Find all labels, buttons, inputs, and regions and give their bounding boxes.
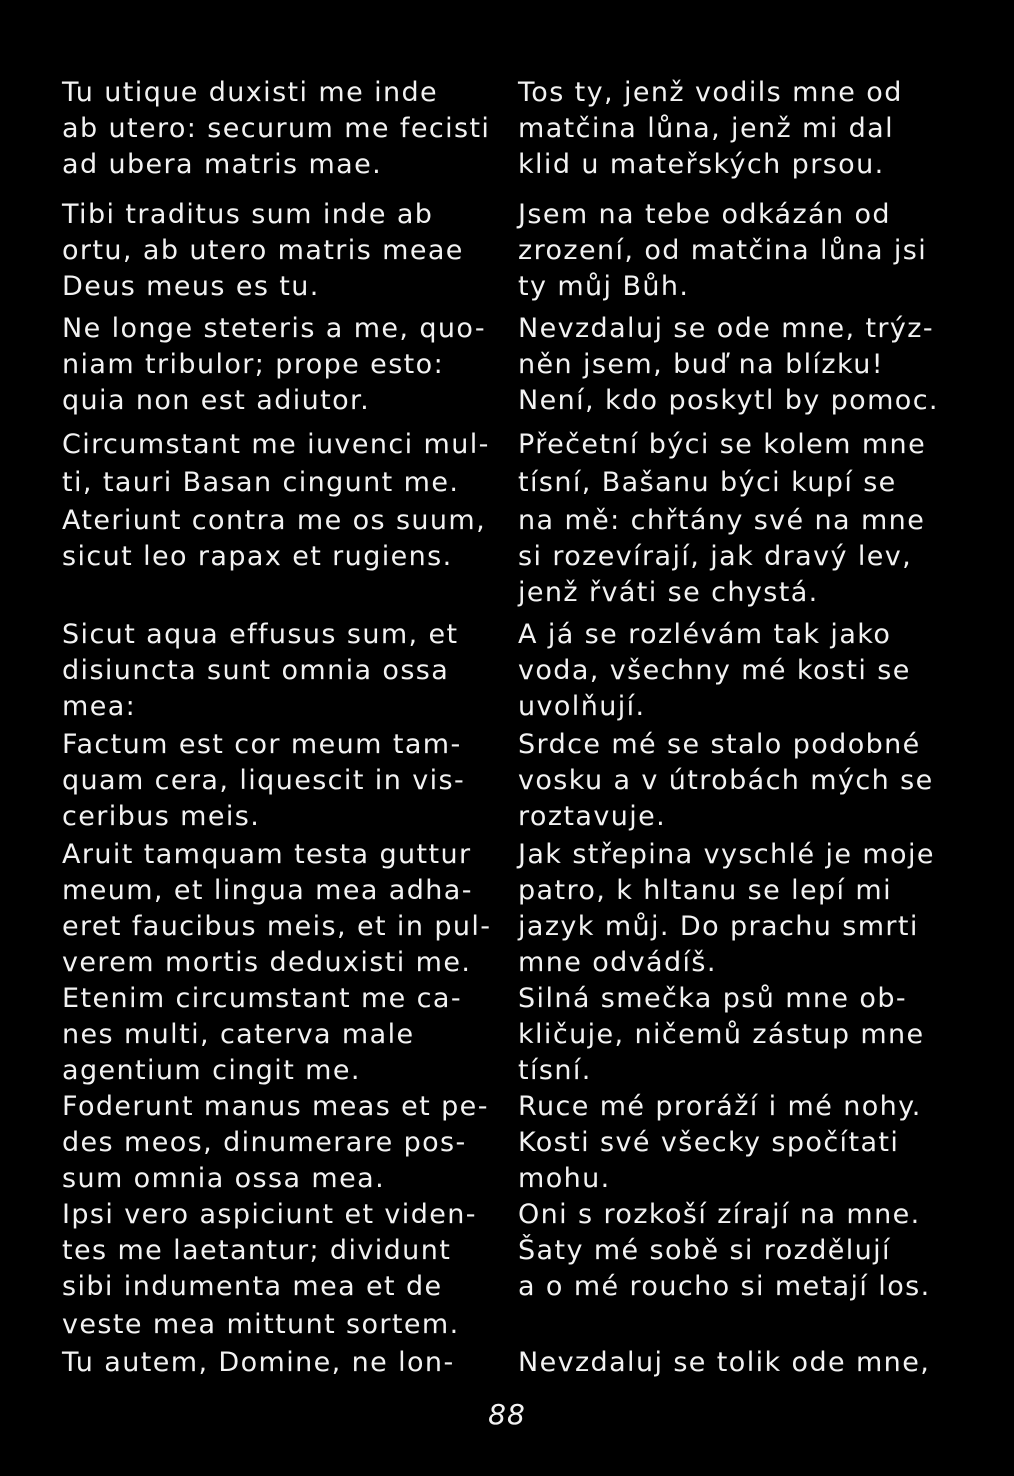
latin-line: Tu utique duxisti me inde bbox=[62, 77, 439, 108]
czech-line: kličuje, ničemů zástup mne bbox=[518, 1019, 925, 1050]
latin-line: quam cera, liquescit in vis- bbox=[62, 765, 466, 796]
latin-line: Deus meus es tu. bbox=[62, 271, 320, 302]
czech-line: jazyk můj. Do prachu smrti bbox=[518, 911, 919, 942]
latin-line: Sicut aqua effusus sum, et bbox=[62, 619, 459, 650]
czech-line: matčina lůna, jenž mi dal bbox=[518, 113, 895, 144]
latin-line: Factum est cor meum tam- bbox=[62, 729, 462, 760]
czech-line: vosku a v útrobách mých se bbox=[518, 765, 934, 796]
czech-line: Nevzdaluj se tolik ode mne, bbox=[518, 1347, 931, 1378]
czech-line: Oni s rozkoší zírají na mne. bbox=[518, 1199, 921, 1230]
latin-line: Tu autem, Domine, ne lon- bbox=[62, 1347, 455, 1378]
czech-line: zrození, od matčina lůna jsi bbox=[518, 235, 928, 266]
latin-line: quia non est adiutor. bbox=[62, 385, 371, 416]
czech-line: uvolňují. bbox=[518, 691, 646, 722]
czech-line: Tos ty, jenž vodils mne od bbox=[518, 77, 903, 108]
latin-line: ti, tauri Basan cingunt me. bbox=[62, 467, 460, 498]
czech-line: tísní. bbox=[518, 1055, 592, 1086]
latin-line: eret faucibus meis, et in pul- bbox=[62, 911, 492, 942]
czech-line: Nevzdaluj se ode mne, trýz- bbox=[518, 313, 935, 344]
czech-line: ty můj Bůh. bbox=[518, 271, 690, 302]
czech-line: Jsem na tebe odkázán od bbox=[518, 199, 891, 230]
latin-line: nes multi, caterva male bbox=[62, 1019, 415, 1050]
czech-line: něn jsem, buď na blízku! bbox=[518, 349, 884, 380]
czech-line: voda, všechny mé kosti se bbox=[518, 655, 911, 686]
czech-line: jenž řváti se chystá. bbox=[518, 577, 819, 608]
latin-line: Tibi traditus sum inde ab bbox=[62, 199, 434, 230]
czech-line: Kosti své všecky spočítati bbox=[518, 1127, 900, 1158]
page-number: 88 bbox=[488, 1398, 526, 1431]
latin-line: meum, et lingua mea adha- bbox=[62, 875, 473, 906]
latin-line: ceribus meis. bbox=[62, 801, 261, 832]
latin-line: disiuncta sunt omnia ossa bbox=[62, 655, 450, 686]
czech-line: Srdce mé se stalo podobné bbox=[518, 729, 921, 760]
czech-line: Ruce mé proráží i mé nohy. bbox=[518, 1091, 922, 1122]
latin-line: verem mortis deduxisti me. bbox=[62, 947, 472, 978]
latin-line: Ipsi vero aspiciunt et viden- bbox=[62, 1199, 477, 1230]
latin-line: Circumstant me iuvenci mul- bbox=[62, 429, 490, 460]
czech-line: na mě: chřtány své na mne bbox=[518, 505, 926, 536]
czech-line: a o mé roucho si metají los. bbox=[518, 1271, 931, 1302]
latin-line: Etenim circumstant me ca- bbox=[62, 983, 462, 1014]
latin-line: Foderunt manus meas et pe- bbox=[62, 1091, 489, 1122]
latin-line: des meos, dinumerare pos- bbox=[62, 1127, 467, 1158]
czech-line: mne odvádíš. bbox=[518, 947, 717, 978]
latin-line: ab utero: securum me fecisti bbox=[62, 113, 491, 144]
latin-line: mea: bbox=[62, 691, 137, 722]
latin-line: Ne longe steteris a me, quo- bbox=[62, 313, 486, 344]
czech-line: A já se rozlévám tak jako bbox=[518, 619, 892, 650]
czech-line: mohu. bbox=[518, 1163, 611, 1194]
czech-line: Silná smečka psů mne ob- bbox=[518, 983, 908, 1014]
latin-line: sicut leo rapax et rugiens. bbox=[62, 541, 453, 572]
latin-line: sibi indumenta mea et de bbox=[62, 1271, 443, 1302]
latin-line: sum omnia ossa mea. bbox=[62, 1163, 386, 1194]
latin-line: Aruit tamquam testa guttur bbox=[62, 839, 472, 870]
czech-line: tísní, Bašanu býci kupí se bbox=[518, 467, 897, 498]
czech-line: roztavuje. bbox=[518, 801, 667, 832]
czech-line: Přečetní býci se kolem mne bbox=[518, 429, 927, 460]
latin-line: agentium cingit me. bbox=[62, 1055, 361, 1086]
czech-line: Jak střepina vyschlé je moje bbox=[518, 839, 935, 870]
czech-line: si rozevírají, jak dravý lev, bbox=[518, 541, 913, 572]
latin-line: Ateriunt contra me os suum, bbox=[62, 505, 487, 536]
czech-line: klid u mateřských prsou. bbox=[518, 149, 885, 180]
latin-line: niam tribulor; prope esto: bbox=[62, 349, 445, 380]
latin-line: veste mea mittunt sortem. bbox=[62, 1309, 460, 1340]
czech-line: Není, kdo poskytl by pomoc. bbox=[518, 385, 939, 416]
czech-line: Šaty mé sobě si rozdělují bbox=[518, 1235, 891, 1266]
latin-line: ad ubera matris mae. bbox=[62, 149, 383, 180]
latin-line: tes me laetantur; dividunt bbox=[62, 1235, 452, 1266]
czech-line: patro, k hltanu se lepí mi bbox=[518, 875, 893, 906]
latin-line: ortu, ab utero matris meae bbox=[62, 235, 464, 266]
